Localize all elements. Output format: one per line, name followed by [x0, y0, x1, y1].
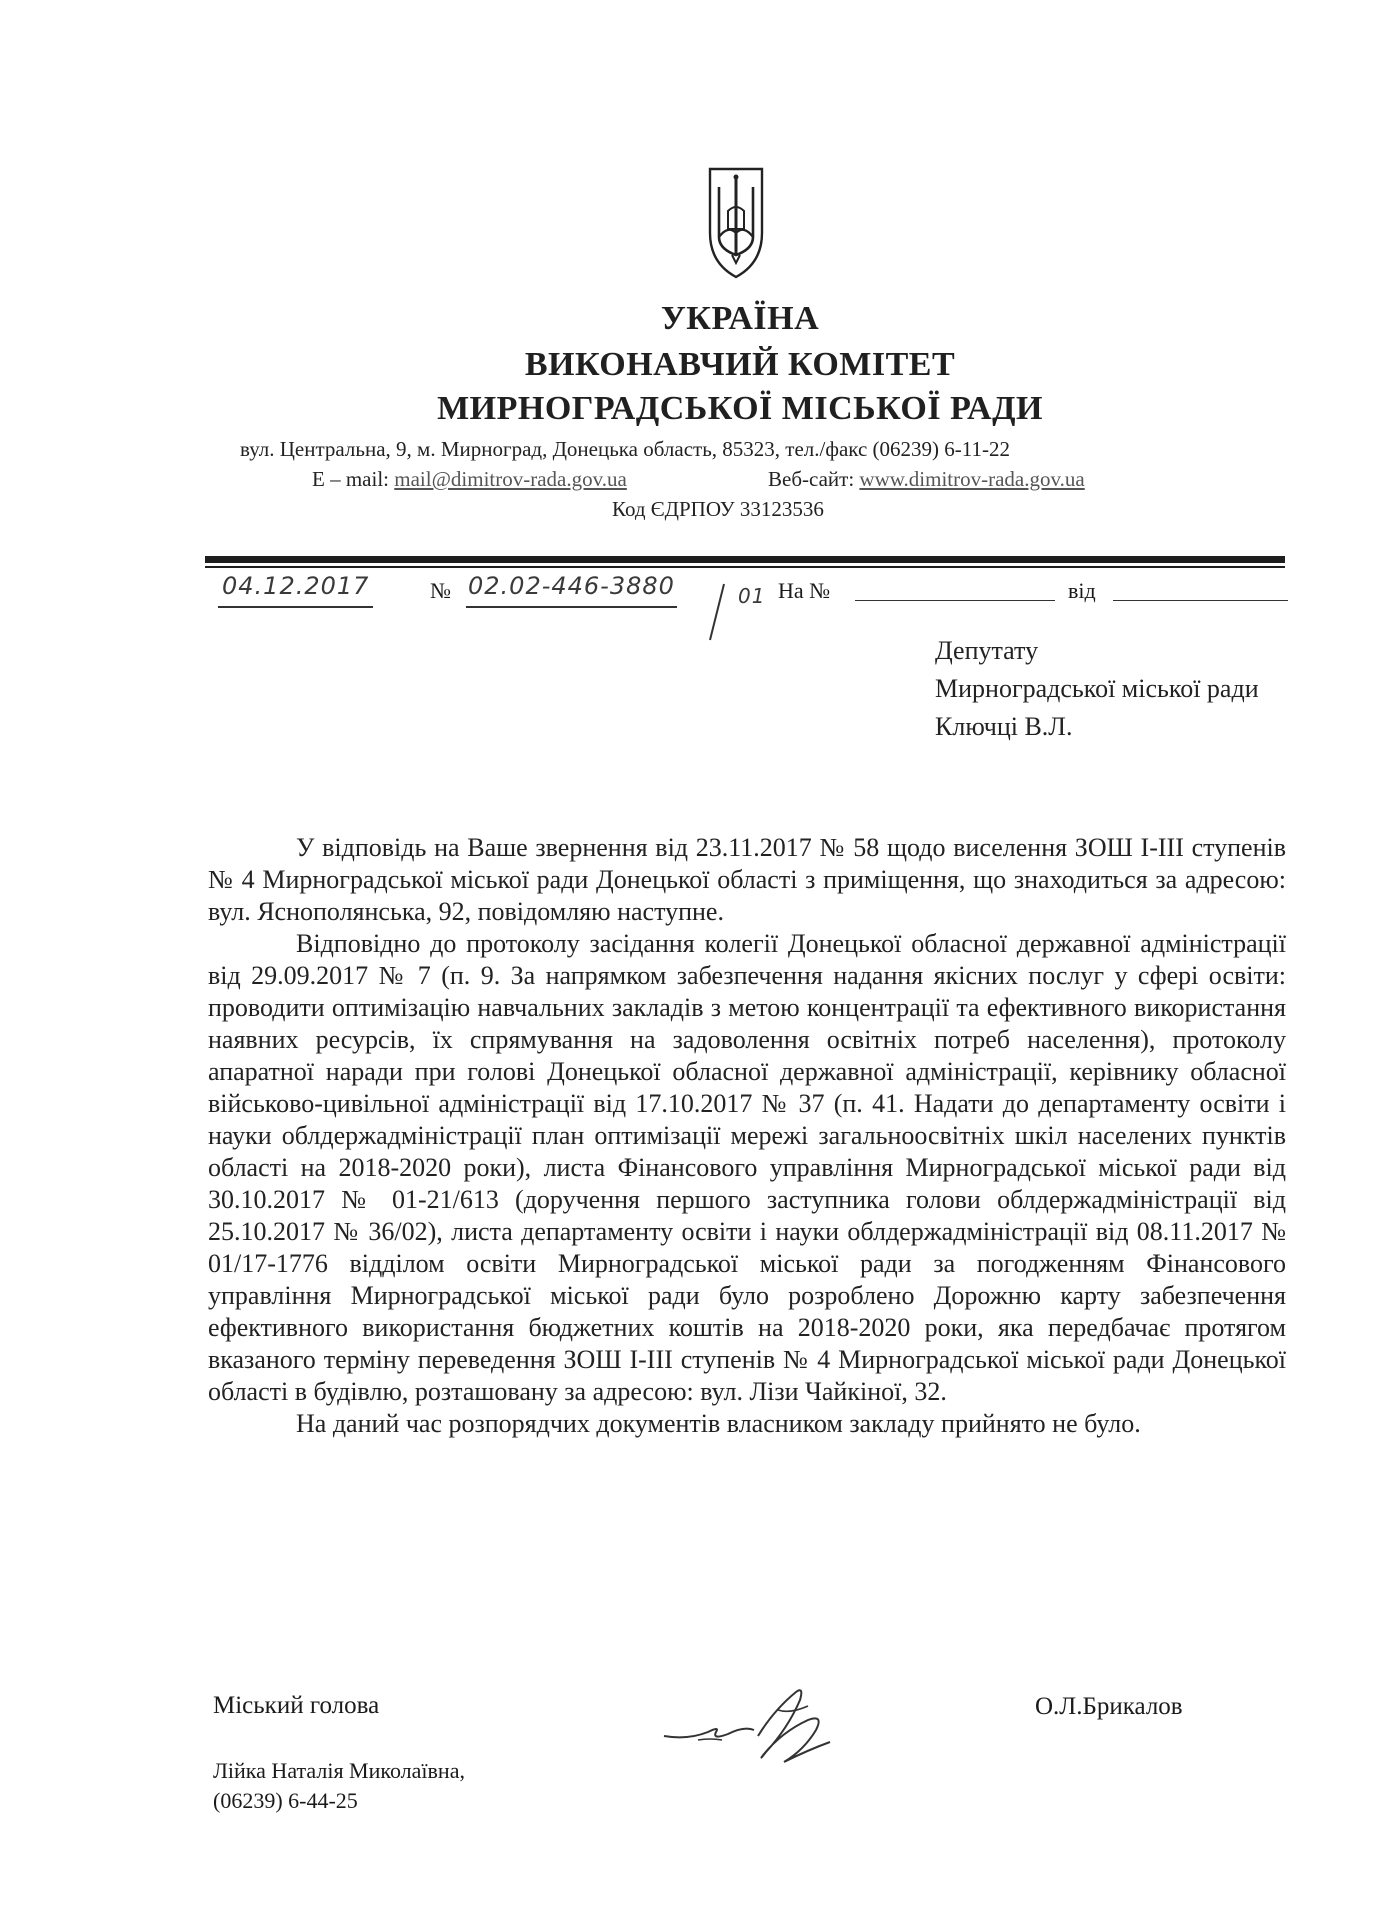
reference-date-label: від: [1068, 578, 1096, 603]
letter-body: [208, 832, 1286, 1440]
reference-number-label: На №: [778, 578, 831, 603]
header-committee: ВИКОНАВЧИЙ КОМІТЕТ: [524, 346, 956, 383]
web-label: Веб-сайт:: [768, 467, 855, 491]
email-link[interactable]: mail@dimitrov-rada.gov.ua: [394, 467, 627, 491]
executor-block: [213, 1756, 465, 1816]
executor-phone: (06239) 6-44-25: [213, 1788, 358, 1813]
header-web-row: [768, 467, 1085, 492]
registration-number: 02.02-446-3880: [466, 572, 677, 608]
addressee-line: Депутату: [935, 636, 1039, 665]
handwritten-signature-icon: [658, 1680, 868, 1780]
body-paragraph: Відповідно до протоколу засідання колегії Донецької обласної державної адміністрації від 29.09.2017 № 7 (п. 9. За напрямком забезпечення надання якісних послуг у сфері освіти: проводити оптимізацію навчальних закладів з метою концентрації та ефективного використання наявних ресурсів, їх спрямування на задоволення освітніх потреб населення), протоколу апаратної наради при голові Донецької обласної державної адміністрації, керівнику обласної військово-цивільної адміністрації від 17.10.2017 № 37 (п. 41. Надати до департаменту освіти і науки облдержадміністрації план оптимізації мережі загальноосвітніх шкіл населених пунктів області на 2018-2020 роки), листа Фінансового управління Мирноградської міської ради від 30.10.2017 № 01-21/613 (доручення першого заступника голови облдержадміністрації від 25.10.2017 № 36/02), листа департаменту освіти і науки облдержадміністрації від 08.11.2017 № 01/17-1776 відділом освіти Мирноградської міської ради за погодженням Фінансового управління Мирноградської міської ради було розроблено Дорожню карту забезпечення ефективного використання бюджетних коштів на 2018-2020 роки, яка передбачає протягом вказаного терміну переведення ЗОШ І-ІІІ ступенів № 4 Мирноградської міської ради Донецької області в будівлю, розташовану за адресою: вул. Лізи Чайкіної, 32.: [208, 929, 1286, 1406]
signatory-name: О.Л.Брикалов: [1035, 1693, 1183, 1720]
registration-suffix: 01: [738, 584, 766, 608]
signatory-title: Міський голова: [213, 1692, 380, 1719]
header-divider-thin: [205, 566, 1285, 568]
executor-name: Лійка Наталія Миколаївна,: [213, 1758, 465, 1783]
reference-number-blank: [855, 600, 1055, 601]
body-paragraph: На даний час розпорядчих документів власником закладу прийнято не було.: [296, 1409, 1141, 1438]
header-divider-thick: [205, 556, 1285, 563]
addressee-block: [935, 632, 1259, 746]
reference-date-blank: [1113, 600, 1288, 601]
web-link[interactable]: www.dimitrov-rada.gov.ua: [859, 467, 1085, 491]
header-council: МИРНОГРАДСЬКОЇ МІСЬКОЇ РАДИ: [437, 390, 1043, 427]
tryzub-emblem-icon: [706, 163, 766, 281]
body-paragraph: У відповідь на Ваше звернення від 23.11.2017 № 58 щодо виселення ЗОШ І-ІІІ ступенів № 4 Мирноградської міської ради Донецької області з приміщення, що знаходиться за адресою: вул. Яснополянська, 92, повідомляю наступне.: [208, 833, 1286, 926]
header-address: вул. Центральна, 9, м. Мирноград, Донецька область, 85323, тел./факс (06239) 6-11-22: [240, 437, 1010, 461]
email-label: E – mail:: [312, 467, 389, 491]
addressee-line: Мирноградської міської ради: [935, 674, 1259, 703]
registration-number-label: №: [430, 578, 451, 603]
header-email-row: [312, 467, 627, 492]
handwritten-slash-icon: [706, 582, 728, 642]
addressee-line: Ключці В.Л.: [935, 712, 1073, 741]
header-country: УКРАЇНА: [660, 300, 820, 337]
header-edrpou-code: Код ЄДРПОУ 33123536: [612, 497, 824, 521]
registration-date: 04.12.2017: [218, 572, 373, 608]
